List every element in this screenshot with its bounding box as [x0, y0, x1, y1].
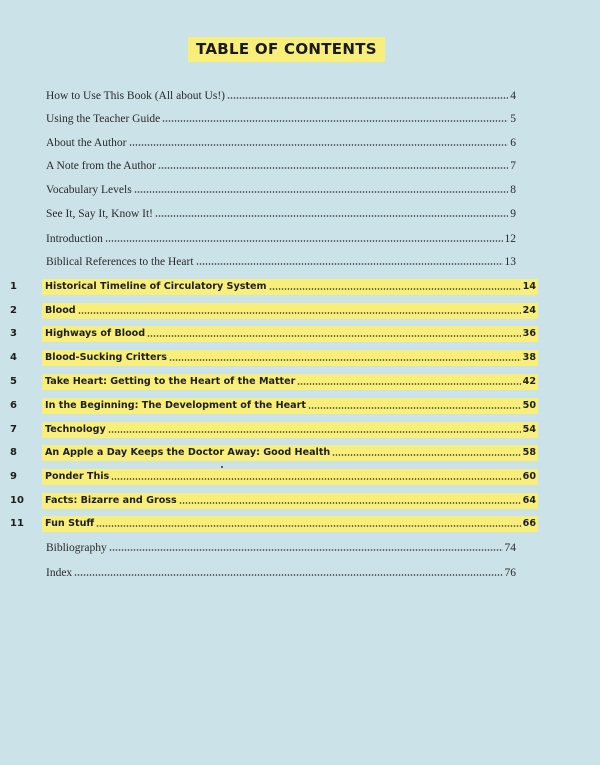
- leader-dots: [227, 96, 508, 100]
- leader-dots: [147, 334, 521, 338]
- entry-label: Take Heart: Getting to the Heart of the Matter: [45, 376, 296, 387]
- toc-entry-chapter-11: [42, 516, 538, 532]
- toc-entry-front-2: [46, 111, 516, 127]
- entry-label: Fun Stuff: [45, 518, 95, 529]
- entry-label: An Apple a Day Keeps the Doctor Away: Good Health: [45, 447, 331, 458]
- chapter-number: 5: [10, 376, 17, 387]
- leader-dots: [162, 119, 508, 123]
- toc-entry-front-4: [46, 158, 516, 174]
- leader-dots: [129, 143, 509, 147]
- entry-page: 8: [510, 184, 516, 196]
- entry-page: 64: [522, 495, 536, 506]
- toc-entry-chapter-3: [42, 326, 538, 342]
- chapter-number: 2: [10, 305, 17, 316]
- leader-dots: [297, 382, 520, 386]
- toc-entry-front-1: [46, 88, 516, 104]
- entry-label: Introduction: [46, 233, 103, 245]
- entry-label: Bibliography: [46, 542, 107, 554]
- entry-label: In the Beginning: The Development of the Heart: [45, 400, 306, 411]
- chapter-number: 9: [10, 471, 17, 482]
- entry-label: Using the Teacher Guide: [46, 113, 161, 125]
- toc-entry-chapter-7: [42, 422, 538, 438]
- entry-page: 6: [510, 137, 516, 149]
- toc-entry-back-2: [46, 565, 516, 581]
- leader-dots: [78, 311, 521, 315]
- leader-dots: [196, 262, 503, 266]
- entry-label: Ponder This: [45, 471, 110, 482]
- entry-label: How to Use This Book (All about Us!): [46, 90, 225, 102]
- leader-dots: [169, 358, 521, 362]
- toc-entry-back-1: [46, 540, 516, 556]
- leader-dots: [269, 287, 521, 291]
- leader-dots: [158, 166, 508, 170]
- toc-entry-chapter-2: [42, 303, 538, 319]
- toc-entry-chapter-1: [42, 279, 538, 295]
- entry-page: 38: [522, 352, 536, 363]
- toc-entry-front-5: [46, 182, 516, 198]
- entry-label: Blood-Sucking Critters: [45, 352, 167, 363]
- toc-entry-chapter-5: [42, 374, 538, 390]
- entry-label: Facts: Bizarre and Gross: [45, 495, 177, 506]
- entry-label: Historical Timeline of Circulatory System: [45, 281, 267, 292]
- chapter-number: 11: [10, 518, 24, 529]
- entry-label: Index: [46, 567, 73, 579]
- entry-label: Technology: [45, 424, 106, 435]
- entry-page: 4: [510, 90, 516, 102]
- toc-entry-front-7: [46, 231, 516, 247]
- toc-entry-chapter-9: [42, 469, 538, 485]
- entry-page: 24: [522, 305, 536, 316]
- toc-entry-chapter-10: [42, 493, 538, 509]
- toc-entry-front-8: [46, 254, 516, 270]
- leader-dots: [332, 453, 520, 457]
- entry-label: Blood: [45, 305, 76, 316]
- chapter-number: 1: [10, 281, 17, 292]
- toc-entry-chapter-8: [42, 445, 538, 461]
- entry-page: 14: [522, 281, 536, 292]
- entry-page: 50: [522, 400, 536, 411]
- chapter-number: 7: [10, 424, 17, 435]
- entry-page: 9: [510, 208, 516, 220]
- entry-label: Highways of Blood: [45, 328, 146, 339]
- chapter-number: 8: [10, 447, 17, 458]
- entry-page: 58: [522, 447, 536, 458]
- toc-entry-front-3: [46, 135, 516, 151]
- leader-dots: [109, 548, 503, 552]
- entry-page: 76: [504, 567, 516, 579]
- leader-dots: [74, 573, 502, 577]
- entry-label: About the Author: [46, 137, 127, 149]
- leader-dots: [308, 406, 521, 410]
- entry-page: 12: [504, 233, 516, 245]
- leader-dots: [105, 239, 503, 243]
- entry-page: 36: [522, 328, 536, 339]
- entry-page: 7: [510, 160, 516, 172]
- entry-page: 13: [504, 256, 516, 268]
- entry-page: 66: [522, 518, 536, 529]
- toc-entry-front-6: [46, 206, 516, 222]
- chapter-number: 4: [10, 352, 17, 363]
- page-title: TABLE OF CONTENTS: [188, 37, 385, 62]
- chapter-number: 3: [10, 328, 17, 339]
- toc-entry-chapter-4: [42, 350, 538, 366]
- entry-page: 5: [510, 113, 516, 125]
- entry-page: 74: [504, 542, 516, 554]
- entry-label: Vocabulary Levels: [46, 184, 132, 196]
- toc-entry-chapter-6: [42, 398, 538, 414]
- entry-page: 42: [522, 376, 536, 387]
- leader-dots: [134, 190, 509, 194]
- leader-dots: [179, 501, 521, 505]
- leader-dots: [155, 214, 508, 218]
- entry-page: 60: [522, 471, 536, 482]
- entry-label: See It, Say It, Know It!: [46, 208, 153, 220]
- entry-label: A Note from the Author: [46, 160, 156, 172]
- leader-dots: [108, 430, 521, 434]
- chapter-number: 10: [10, 495, 24, 506]
- entry-page: 54: [522, 424, 536, 435]
- print-speck: [221, 466, 223, 468]
- leader-dots: [96, 524, 520, 528]
- entry-label: Biblical References to the Heart: [46, 256, 194, 268]
- leader-dots: [111, 477, 520, 481]
- chapter-number: 6: [10, 400, 17, 411]
